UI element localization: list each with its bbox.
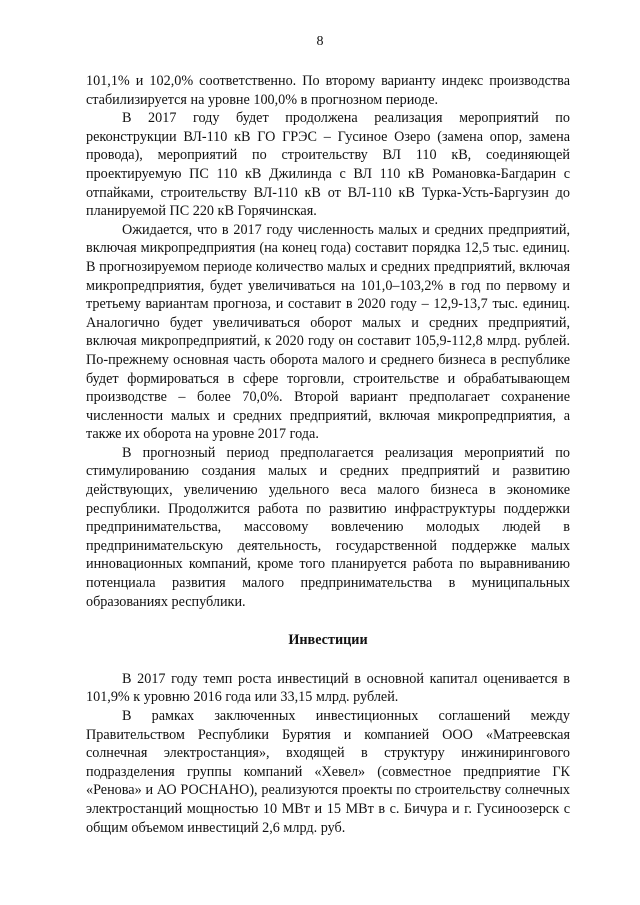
paragraph-small-business-count: Ожидается, что в 2017 году численность малых и средних предприятий, включая микропредприятия (на конец года) составит порядка 12,5 тыс. единиц. В прогнозируемом периоде количество малых и средних предприятий, включая микропредприятия, будет увеличиваться на 101,0–103,2% в год по первому и третьему вариантам прогноза, и составит в 2020 году – 12,9-13,7 тыс. единиц. Аналогично будет увеличиваться оборот малых и средних предприятий, включая микропредприятий, к 2020 году он составит 105,9-112,8 млрд. рублей. По-прежнему основная часть оборота малого и среднего бизнеса в республике будет формироваться в сфере торговли, строительстве и обрабатывающем производстве – более 70,0%. Второй вариант предполагает сохранение численности малых и средних предприятий, включая микропредприятия, а также их оборота на уровне 2017 года. [86,221,570,443]
paragraph-investment-agreements: В рамках заключенных инвестиционных соглашений между Правительством Республики Бурятия и компанией ООО «Матреевская солнечная электростанция», входящей в структуру инжинирингового подразделения группы компаний «Хевел» (совместное предприятие ГК «Ренова» и АО РОСНАНО), реализуются проекты по строительству солнечных электростанций мощностью 10 МВт и 15 МВт в с. Бичура и г. Гусиноозерск с общим объемом инвестиций 2,6 млрд. руб. [86,708,570,836]
paragraph-industrial-index: 101,1% и 102,0% соответственно. По второму варианту индекс производства стабилизируется на уровне 100,0% в прогнозном периоде. [86,73,570,108]
document-body [86,72,570,837]
section-heading-investments: Инвестиции [288,632,368,649]
paragraph-investment-growth: В 2017 году темп роста инвестиций в основной капитал оценивается в 101,9% к уровню 2016 года или 33,15 млрд. рублей. [86,670,570,706]
paragraph-power-lines: В 2017 году будет продолжена реализация мероприятий по реконструкции ВЛ-110 кВ ГО ГРЭС – Гусиное Озеро (замена опор, замена провода), мероприятий по строительству ВЛ 110 кВ, соединяющей проектируемую ПС 110 кВ Джилинда с ВЛ 110 кВ Романовка-Багдарин с отпайками, строительству ВЛ-110 кВ от ВЛ-110 кВ Турка-Усть-Баргузин до планируемой ПС 220 кВ Горячинская. [86,110,570,220]
paragraph-small-business-support: В прогнозный период предполагается реализация мероприятий по стимулированию создания малых и средних предприятий и развитию действующих, увеличению удельного веса малого бизнеса в экономике республики. Продолжится работа по развитию инфраструктуры поддержки предпринимательства, массовому вовлечению молодых людей в предпринимательскую деятельность, государственной поддержке малых инновационных компаний, кроме того планируется работа по выравниванию потенциала развития малого предпринимательства в муниципальных образованиях республики. [86,444,570,610]
page-number: 8 [316,34,324,49]
